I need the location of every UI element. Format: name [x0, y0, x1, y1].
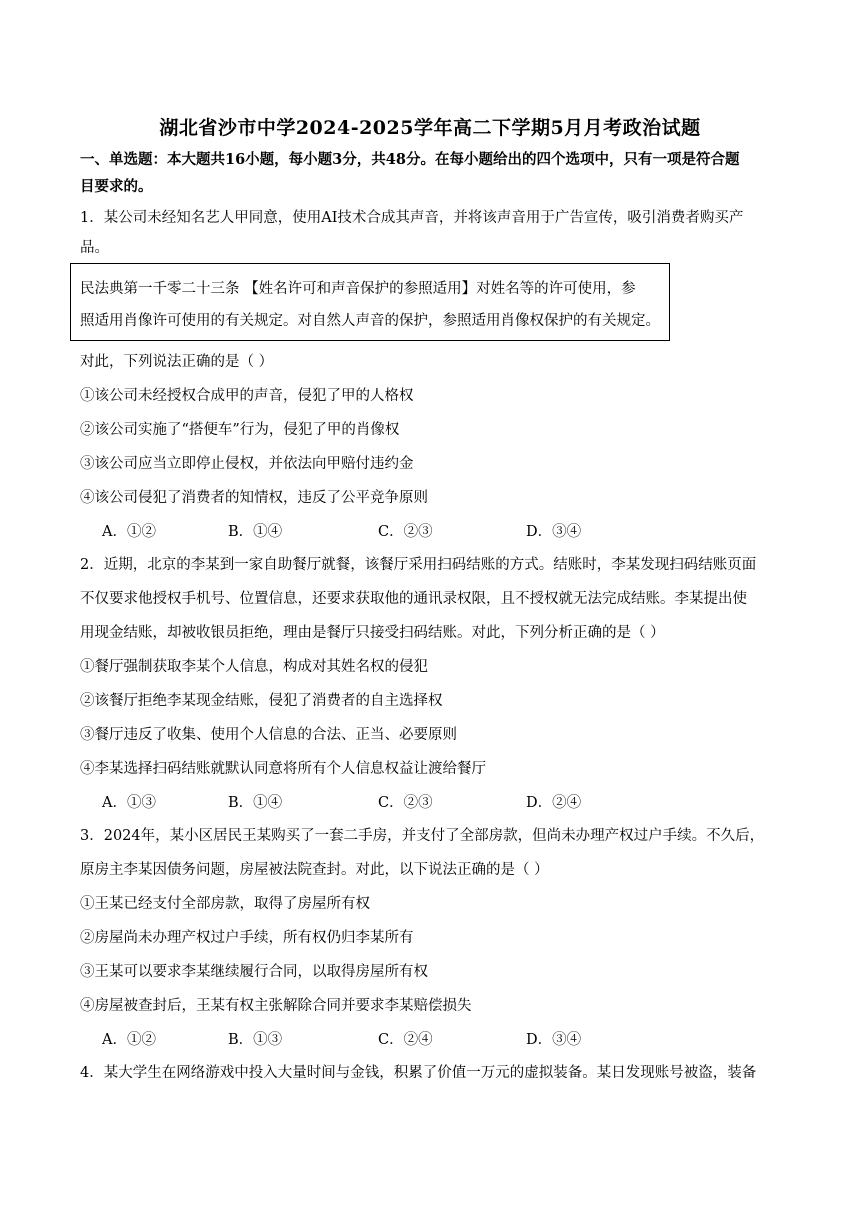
q1-item-1: ①该公司未经授权合成甲的声音，侵犯了甲的人格权: [80, 388, 414, 404]
q3-stem-line2: 原房主李某因债务问题，房屋被法院查封。对此，以下说法正确的是（ ）: [80, 862, 549, 878]
q1-item-3: ③该公司应当立即停止侵权，并依法向甲赔付违约金: [80, 456, 414, 472]
q3-option-c[interactable]: C．②④: [378, 1032, 433, 1048]
law-quote-line2: 照适用肖像许可使用的有关规定。对自然人声音的保护，参照适用肖像权保护的有关规定。: [80, 313, 660, 329]
q2-item-4: ④李某选择扫码结账就默认同意将所有个人信息权益让渡给餐厅: [80, 761, 486, 777]
q3-stem-line1: 3．2024年，某小区居民王某购买了一套二手房，并支付了全部房款，但尚未办理产权过户手续。不久后，: [80, 828, 765, 844]
q3-item-2: ②房屋尚未办理产权过户手续，所有权仍归李某所有: [80, 930, 414, 946]
q2-item-1: ①餐厅强制获取李某个人信息，构成对其姓名权的侵犯: [80, 659, 428, 675]
q1-item-2: ②该公司实施了“搭便车”行为，侵犯了甲的肖像权: [80, 422, 400, 438]
q2-stem-line2: 不仅要求他授权手机号、位置信息，还要求获取他的通讯录权限，且不授权就无法完成结账。李某提出使: [80, 591, 747, 607]
q2-options: [102, 791, 802, 813]
q2-option-b[interactable]: B．①④: [228, 795, 283, 811]
q1-option-d[interactable]: D．③④: [526, 524, 582, 540]
q3-item-3: ③王某可以要求李某继续履行合同，以取得房屋所有权: [80, 964, 428, 980]
q1-option-a[interactable]: A．①②: [102, 524, 156, 540]
q1-stem-line1: 1．某公司未经知名艺人甲同意，使用AI技术合成其声音，并将该声音用于广告宣传，吸引消费者购买产: [80, 210, 744, 226]
q3-item-4: ④房屋被查封后，王某有权主张解除合同并要求李某赔偿损失: [80, 998, 472, 1014]
law-quote-line1: 民法典第一千零二十三条 【姓名许可和声音保护的参照适用】对姓名等的许可使用，参: [80, 281, 636, 297]
q1-item-4: ④该公司侵犯了消费者的知情权，违反了公平竞争原则: [80, 490, 428, 506]
section-heading-line1: 一、单选题：本大题共16小题，每小题3分，共48分。在每小题给出的四个选项中，只有一项是符合题: [80, 151, 740, 168]
section-heading-line2: 目要求的。: [80, 178, 153, 195]
q3-item-1: ①王某已经支付全部房款，取得了房屋所有权: [80, 896, 370, 912]
page-title: 湖北省沙市中学2024-2025学年高二下学期5月月考政治试题: [159, 117, 701, 139]
q3-option-a[interactable]: A．①②: [102, 1032, 156, 1048]
law-quote-box: [70, 263, 670, 341]
q1-option-c[interactable]: C．②③: [378, 524, 433, 540]
q2-option-c[interactable]: C．②③: [378, 795, 433, 811]
q2-stem-line1: 2．近期，北京的李某到一家自助餐厅就餐，该餐厅采用扫码结账的方式。结账时，李某发现扫码结账页面: [80, 557, 757, 573]
q2-option-a[interactable]: A．①③: [102, 795, 156, 811]
q1-options: [102, 520, 802, 542]
q1-stem-line2: 品。: [80, 240, 109, 256]
q3-option-d[interactable]: D．③④: [526, 1032, 582, 1048]
q2-item-3: ③餐厅违反了收集、使用个人信息的合法、正当、必要原则: [80, 727, 457, 743]
q1-option-b[interactable]: B．①④: [228, 524, 283, 540]
q4-stem-line1: 4．某大学生在网络游戏中投入大量时间与金钱，积累了价值一万元的虚拟装备。某日发现账号被盗，装备: [80, 1065, 757, 1081]
q1-prompt: 对此，下列说法正确的是（ ）: [80, 354, 274, 370]
q2-item-2: ②该餐厅拒绝李某现金结账，侵犯了消费者的自主选择权: [80, 693, 443, 709]
q3-options: [102, 1028, 802, 1050]
q3-option-b[interactable]: B．①③: [228, 1032, 283, 1048]
q2-option-d[interactable]: D．②④: [526, 795, 582, 811]
q2-stem-line3: 用现金结账，却被收银员拒绝，理由是餐厅只接受扫码结账。对此，下列分析正确的是（ ）: [80, 625, 665, 641]
